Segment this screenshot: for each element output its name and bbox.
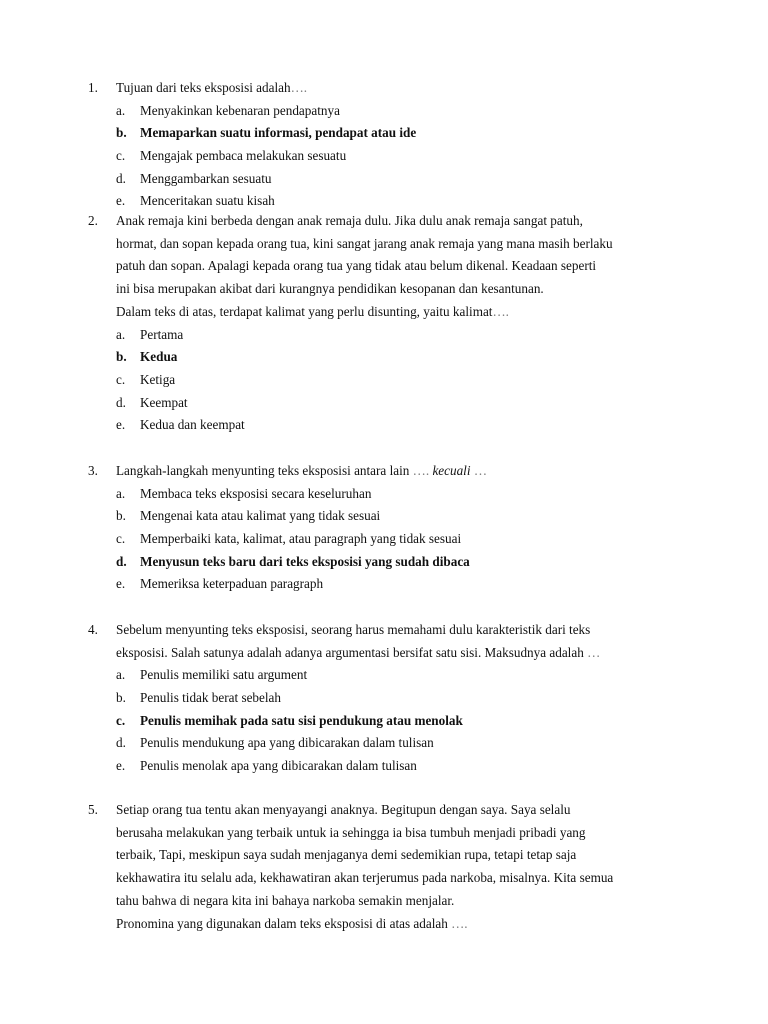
option-text: Penulis tidak berat sebelah	[140, 690, 281, 706]
question-stem	[116, 210, 678, 437]
option-letter: a.	[116, 485, 126, 501]
option-text: Penulis mendukung apa yang dibicarakan dalam tulisan	[140, 735, 434, 751]
option-e	[116, 414, 678, 437]
paragraph-line: eksposisi. Salah satunya adalah adanya argumentasi bersifat satu sisi. Maksudnya adalah	[116, 644, 584, 660]
option-text: Pertama	[140, 326, 184, 342]
option-b	[116, 505, 678, 528]
option-text: Penulis menolak apa yang dibicarakan dalam tulisan	[140, 758, 417, 774]
paragraph-line: Sebelum menyunting teks eksposisi, seorang harus memahami dulu karakteristik dari teks	[116, 622, 591, 637]
ellipsis: ….	[492, 303, 509, 319]
paragraph-line: ini bisa merupakan akibat dari kurangnya pendidikan kesopanan dan kesantunan.	[116, 281, 544, 297]
paragraph-line: Setiap orang tua tentu akan menyayangi anaknya. Begitupun dengan saya. Saya selalu	[116, 802, 571, 817]
option-letter: b.	[116, 349, 127, 365]
ellipsis: …	[473, 463, 487, 478]
option-d	[116, 732, 678, 755]
option-text: Mengenai kata atau kalimat yang tidak sesuai	[140, 508, 381, 524]
paragraph-line: terbaik, Tapi, meskipun saya sudah menjaganya demi sedemikian rupa, tetapi tetap saja	[116, 847, 577, 863]
option-text: Memperbaiki kata, kalimat, atau paragraph yang tidak sesuai	[140, 531, 462, 547]
option-b	[116, 687, 678, 710]
question-number: 5.	[88, 802, 98, 817]
italic-keyword: kecuali	[432, 463, 471, 478]
option-letter: d.	[116, 394, 126, 410]
option-c-correct	[116, 710, 678, 733]
option-text: Keempat	[140, 394, 188, 410]
option-letter: a.	[116, 326, 126, 342]
option-letter: b.	[116, 508, 126, 524]
question-number: 3.	[88, 463, 98, 478]
paragraph-line: kekhawatira itu selalu ada, kekhawatiran akan terjerumus pada narkoba, misalnya. Kita semua	[116, 870, 614, 886]
question-stem	[116, 77, 678, 213]
option-text: Kedua dan keempat	[140, 417, 245, 433]
stem-text: Tujuan dari teks eksposisi adalah	[116, 80, 291, 95]
paragraph-line: tahu bahwa di negara kita ini bahaya narkoba semakin menjalar.	[116, 892, 455, 908]
option-text: Mengajak pembaca melakukan sesuatu	[140, 148, 347, 164]
option-text: Menyusun teks baru dari teks eksposisi yang sudah dibaca	[140, 553, 470, 569]
option-letter: a.	[116, 102, 126, 118]
prompt-text: Dalam teks di atas, terdapat kalimat yang perlu disunting, yaitu kalimat	[116, 303, 493, 319]
question-number: 2.	[88, 213, 98, 228]
option-letter: d.	[116, 553, 127, 569]
option-letter: b.	[116, 125, 127, 141]
options-list	[116, 100, 678, 213]
option-text: Membaca teks eksposisi secara keseluruhan	[140, 485, 372, 501]
options-list	[116, 324, 678, 437]
option-c	[116, 528, 678, 551]
option-text: Kedua	[140, 349, 178, 365]
stem-text: Langkah-langkah menyunting teks eksposisi antara lain	[116, 463, 410, 478]
option-letter: c.	[116, 531, 126, 547]
option-text: Menggambarkan sesuatu	[140, 170, 272, 186]
question-stem	[116, 619, 678, 778]
ellipsis: ….	[412, 463, 430, 478]
option-letter: c.	[116, 148, 126, 164]
question-number: 4.	[88, 622, 98, 637]
paragraph-line: berusaha melakukan yang terbaik untuk ia sehingga ia bisa tumbuh menjadi pribadi yang	[116, 824, 586, 840]
option-text: Ketiga	[140, 371, 176, 387]
ellipsis: ….	[451, 915, 468, 931]
option-letter: a.	[116, 667, 126, 683]
option-b-correct	[116, 346, 678, 369]
option-letter: e.	[116, 758, 126, 774]
option-text: Memaparkan suatu informasi, pendapat atau ide	[140, 125, 417, 141]
prompt-text: Pronomina yang digunakan dalam teks eksposisi di atas adalah	[116, 915, 448, 931]
option-letter: d.	[116, 170, 126, 186]
ellipsis: …	[587, 644, 601, 660]
option-a	[116, 324, 678, 347]
option-letter: e.	[116, 193, 126, 209]
options-list	[116, 664, 678, 777]
option-text: Penulis memihak pada satu sisi pendukung atau menolak	[140, 712, 463, 728]
question-stem	[116, 460, 678, 596]
paragraph-line: hormat, dan sopan kepada orang tua, kini sangat jarang anak remaja yang mana masih berlaku	[116, 235, 613, 251]
option-letter: c.	[116, 371, 126, 387]
option-letter: e.	[116, 576, 126, 592]
option-d	[116, 168, 678, 191]
option-b-correct	[116, 122, 678, 145]
option-letter: d.	[116, 735, 126, 751]
option-text: Penulis memiliki satu argument	[140, 667, 308, 683]
option-e	[116, 755, 678, 778]
option-a	[116, 664, 678, 687]
options-list	[116, 483, 678, 596]
option-d	[116, 392, 678, 415]
option-letter: c.	[116, 712, 126, 728]
option-c	[116, 145, 678, 168]
option-d-correct	[116, 551, 678, 574]
option-e	[116, 573, 678, 596]
paragraph-line: patuh dan sopan. Apalagi kepada orang tua yang tidak atau belum dikenal. Keadaan seperti	[116, 258, 597, 274]
ellipsis: ….	[290, 80, 308, 95]
option-letter: e.	[116, 417, 126, 433]
option-text: Memeriksa keterpaduan paragraph	[140, 576, 324, 592]
option-a	[116, 100, 678, 123]
option-a	[116, 483, 678, 506]
option-text: Menyakinkan kebenaran pendapatnya	[140, 102, 340, 118]
question-stem	[116, 799, 678, 935]
question-number: 1.	[88, 80, 98, 95]
option-letter: b.	[116, 690, 126, 706]
paragraph-line: Anak remaja kini berbeda dengan anak remaja dulu. Jika dulu anak remaja sangat patuh,	[116, 213, 583, 228]
option-c	[116, 369, 678, 392]
option-text: Menceritakan suatu kisah	[140, 193, 275, 209]
